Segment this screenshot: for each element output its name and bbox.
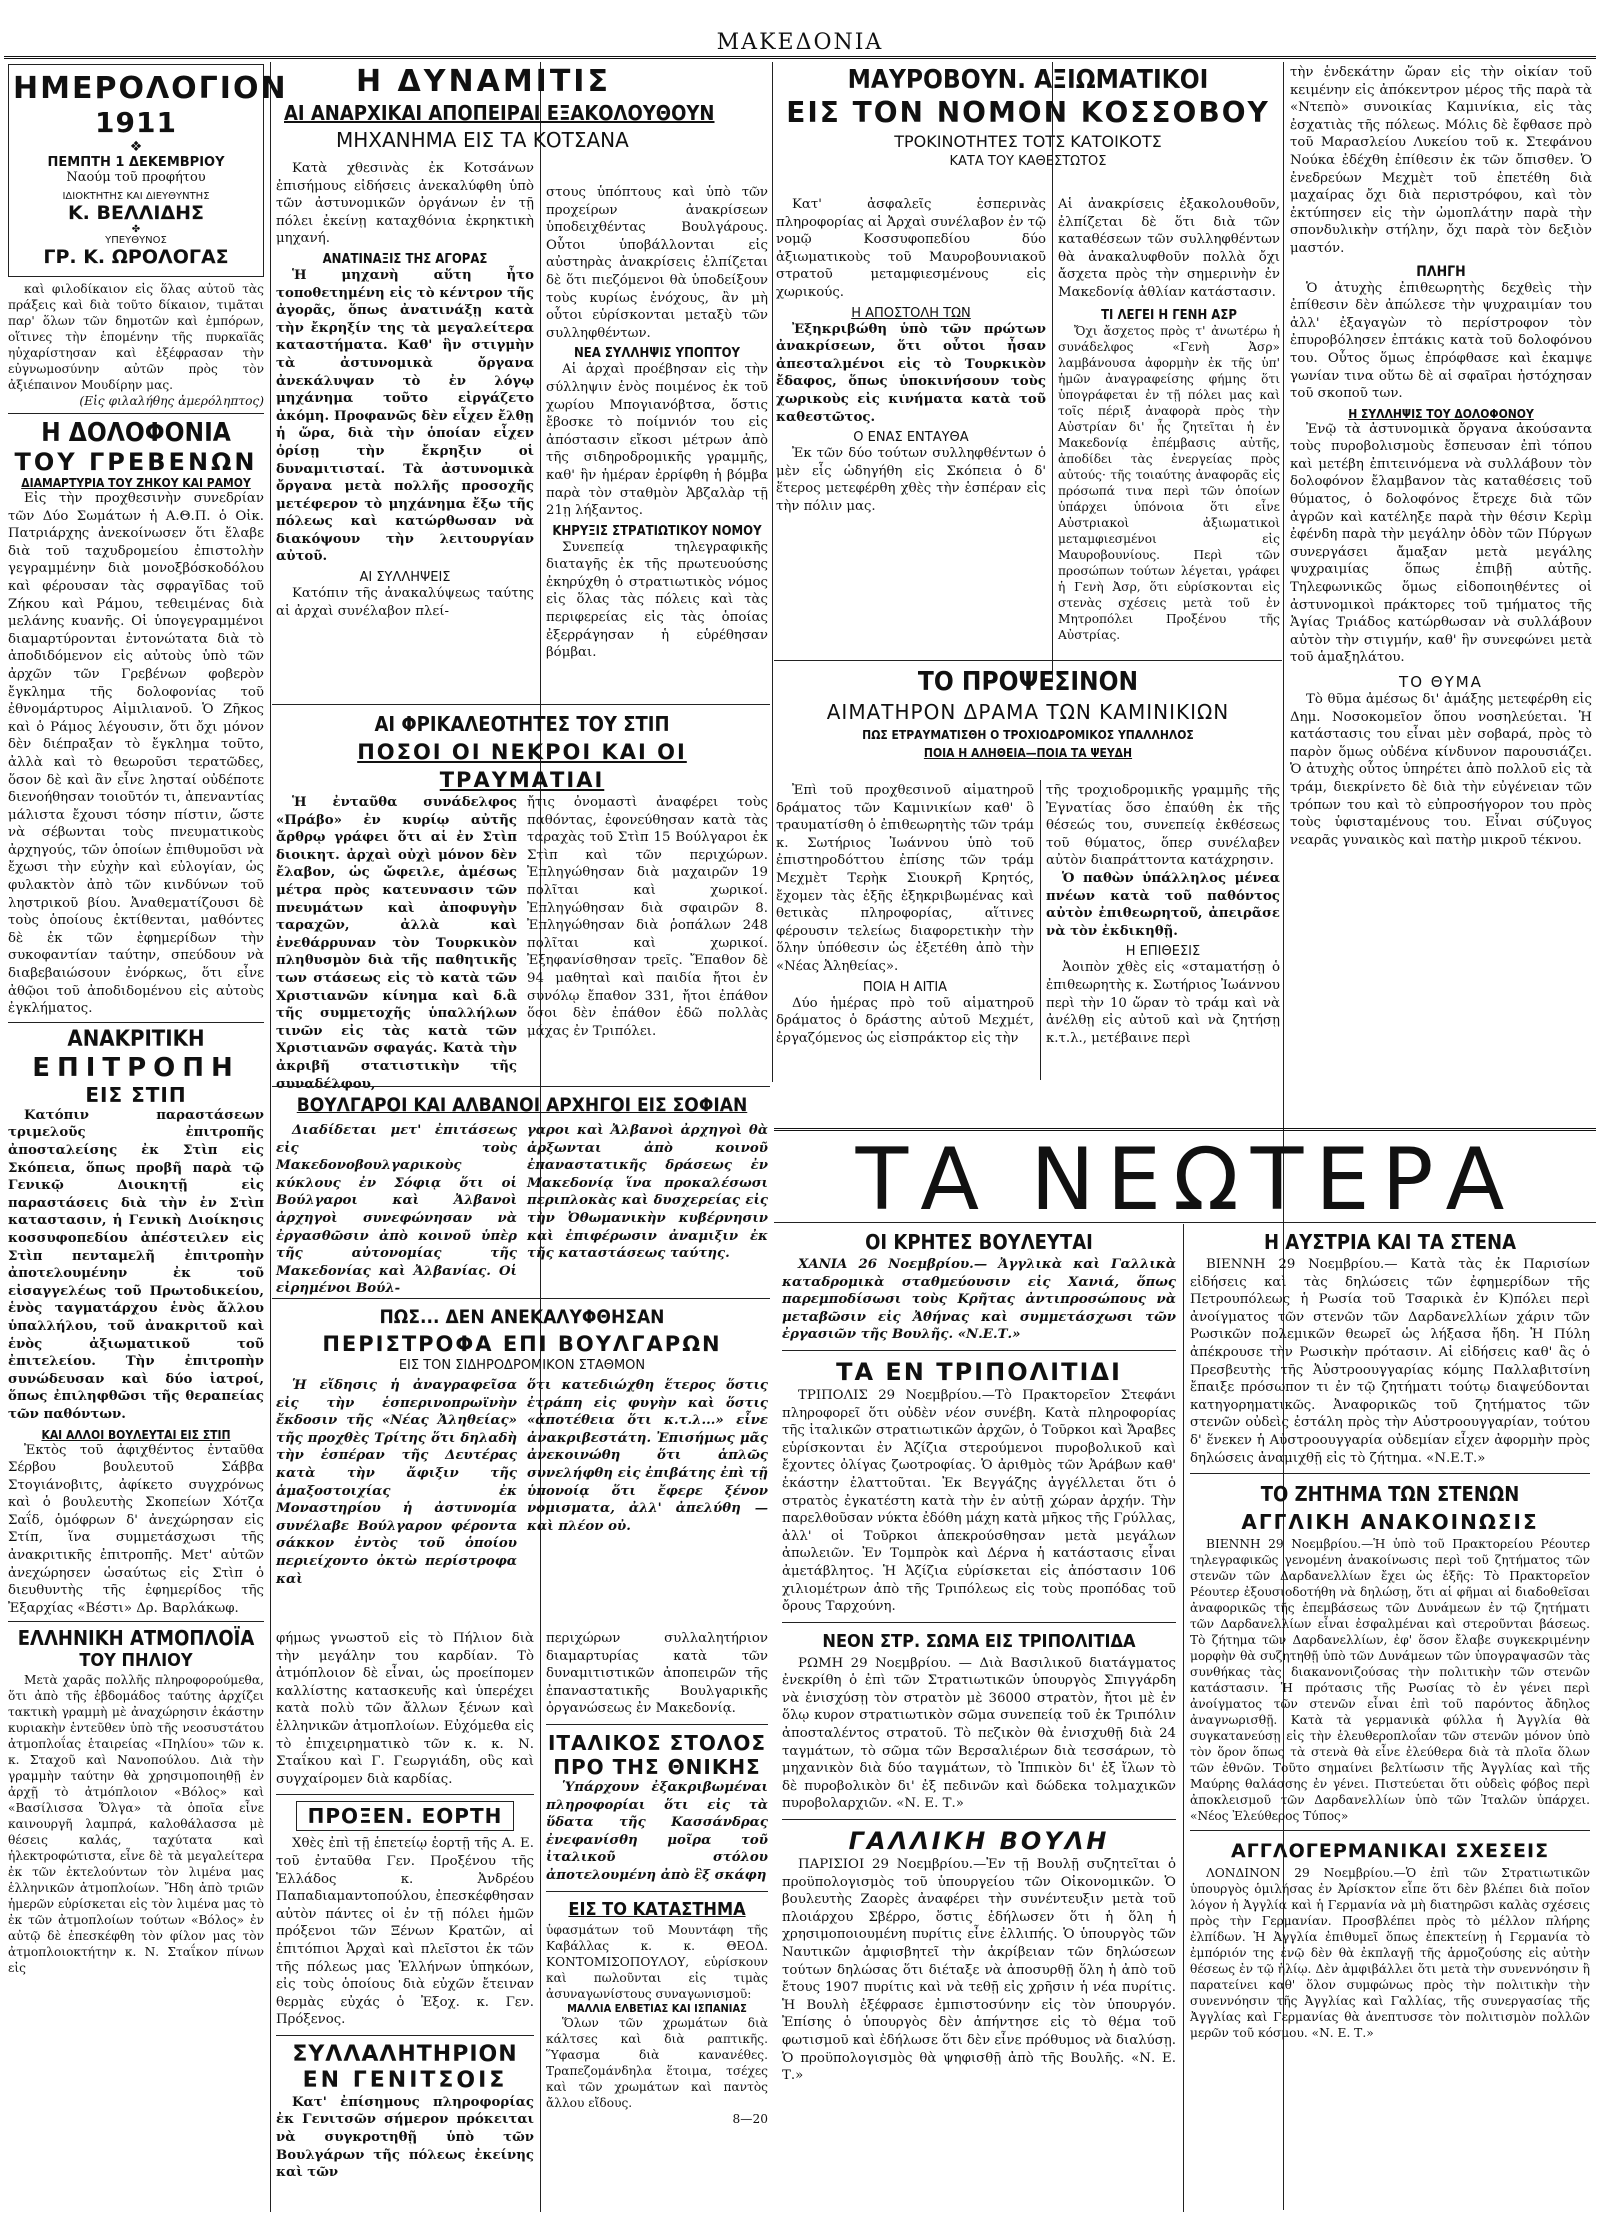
murder-title-2: ΤΟΥ ΓΡΕΒΕΝΩΝ bbox=[14, 448, 258, 476]
victim-grudge-text: Ὁ παθὼν ὑπάλληλος μένεα πνέων κατὰ τοῦ παθόντος αὐτὸν ἐπιθεωρητοῦ, ἀπειρᾶσε νὰ τὸν ἐκδικηθῇ. bbox=[1046, 870, 1280, 939]
revolvers-section bbox=[276, 1304, 768, 1624]
divider bbox=[276, 1794, 534, 1795]
revolvers-text: Ἡ εἴδησις ἡ ἀναγραφεῖσα εἰς τὴν ἑσπερινοπρωϊνὴν ἔκδοσιν τῆς «Νέας Ἀληθείας» τῆς προχθὲς Τρίτης ὅτι δηλαδὴ τὴν ἑσπέραν τῆς Δευτέρας κατὰ τὴν ἄφιξιν τῆς ἁμαξοστοιχίας ἐκ Μοναστηρίου ἡ ἀστυνομία συνέλαβε Βούλγαρον φέροντα σάκκον ἐντὸς τοῦ ὁποίου περιείχοντο ὀκτὼ περίστροφα καὶ bbox=[276, 1378, 517, 1587]
kaminikia-subtitle-2: ΠΟΙΑ Η ΑΛΗΘΕΙΑ—ΠΟΙΑ ΤΑ ΨΕΥΔΗ bbox=[923, 746, 1133, 760]
stip-title: ΑΙ ΦΡΙΚΑΛΕΟΤΗΤΕΣ ΤΟΥ ΣΤΙΠ bbox=[374, 712, 670, 736]
dynamite-header bbox=[276, 64, 786, 154]
column-rule bbox=[772, 62, 773, 1082]
murder-subtitle: ΔΙΑΜΑΡΤΥΡΙΑ ΤΟΥ ΖΗΚΟΥ ΚΑΙ ΡΑΜΟΥ bbox=[21, 476, 251, 490]
divider bbox=[546, 1724, 768, 1725]
crete-title: ΟΙ ΚΡΗΤΕΣ ΒΟΥΛΕΥΤΑΙ bbox=[865, 1230, 1093, 1254]
column-rule bbox=[1040, 780, 1041, 1080]
news-title: ΤΑ ΝΕΩΤΕΡΑ bbox=[855, 1130, 1517, 1230]
intro-text: καὶ φιλοδίκαιον εἰς ὅλας αὐτοῦ τὰς πράξεις καὶ διὰ τοῦτο δίκαιον, τιμᾶται παρ' ὅλων τῶν δημοτῶν καὶ ἐμπόρων, οἵτινες τὴν ἑπομένην τῆς πυρκαϊᾶς ηὐχαρίστησαν καὶ ἐξέφρασαν τὴν εὐγνωμοσύνην αὐτῶν πρὸς τὸν ἀξιέπαινον Μουδίρην μας. bbox=[8, 282, 264, 392]
mission-title: Η ΑΠΟΣΤΟΛΗ ΤΩΝ bbox=[851, 305, 971, 321]
masthead-rule bbox=[4, 56, 1596, 59]
montenegro-title: ΜΑΥΡΟΒΟΥΝ. ΑΞΙΩΜΑΤΙΚΟΙ bbox=[847, 65, 1209, 95]
fleet-title: ΙΤΑΛΙΚΟΣ ΣΤΟΛΟΣ bbox=[547, 1730, 767, 1755]
calendar-year: 1911 bbox=[95, 106, 177, 139]
market-title: ΑΝΑΤΙΝΑΞΙΣ ΤΗΣ ΑΓΟΡΑΣ bbox=[322, 251, 488, 267]
army-title: ΝΕΟΝ ΣΤΡ. ΣΩΜΑ ΕΙΣ ΤΡΙΠΟΛΙΤΙΔΑ bbox=[822, 1630, 1136, 1652]
divider bbox=[1190, 1830, 1590, 1831]
arrests-text: Κατόπιν τῆς ἀνακαλύψεως ταύτης αἱ ἀρχαὶ συνέλαβον πλεί- bbox=[276, 586, 534, 619]
dynamite-text: Κατὰ χθεσινὰς ἐκ Κοτσάνων ἐπισήμους εἰδήσεις ἀνεκαλύφθη ὑπὸ τῶν ἀστυνομικῶν ὀργάνων ἐν τῇ πόλει ἐκείνῃ καταχθόνια ἐκρηκτικὴ μηχανή. bbox=[276, 161, 534, 247]
french-text: ΠΑΡΙΣΙΟΙ 29 Νοεμβρίου.—Ἐν τῇ Βουλῇ συζητεῖται ὁ προϋπολογισμὸς τοῦ ὑπουργείου τῶν Οἰκονομικῶν. Ὁ βουλευτὴς Ζαορὲς ἀναφέρει τὴν συνέντευξιν μετὰ τοῦ πλοιάρχου Σβέρρο, ὅστις ἐδήλωσεν ὅτι ἡ ὅλη ἡ χρησιμοποιουμένη πυρίτις εἶνε ἐλλιπής. Ὁ ὑπουργὸς τῶν Ναυτικῶν ἀμφισβητεῖ τὴν ἀκρίβειαν τῶν δηλώσεων τούτων δηλώσας ὅτι διέταξε νὰ ἀποσυρθῇ ὅλη ἡ ἀπὸ τοῦ ἔτους 1907 πυρίτις καὶ νὰ τεθῇ εἰς χρῆσιν ἡ νέα πυρίτις. Ἡ Βουλὴ ἐξέφρασε ἐμπιστοσύνην εἰς τὸν ὑπουργόν. Ἐπίσης ὁ ὑπουργὸς δὲν ἀπήντησε εἰς τὸ θέμα τοῦ φωτισμοῦ καὶ ἐδήλωσε ὅτι δὲν εἶνε πρόθυμος νὰ διαλύσῃ. Ὁ προϋπολογισμὸς θὰ ψηφισθῇ ἀπὸ τῆς Βουλῆς. «Ν. Ε. Τ.» bbox=[782, 1857, 1176, 2084]
montenegro-text-b: Αἱ ἀνακρίσεις ἐξακολουθοῦν, ἐλπίζεται δὲ ὅτι διὰ τῶν καταθέσεων τῶν συλληφθέντων θὰ ἀνακαλυφθοῦν πολλὰ ὄχι ἄσχετα πρὸς τὴν σημερινὴν ἐν Μακεδονίᾳ ἀθλίαν κατάστασιν. bbox=[1058, 197, 1280, 300]
cause-text: Δύο ἡμέρας πρὸ τοῦ αἱματηροῦ δράματος ὁ δράστης αὐτοῦ Μεχμέτ, ἐργαζόμενος ὡς εἰσπράκτορ εἰς τὴν bbox=[776, 995, 1034, 1046]
atmo-title-2: ΤΟΥ ΠΗΛΙΟΥ bbox=[79, 1650, 193, 1672]
calendar-box bbox=[8, 64, 288, 277]
army-text: ΡΩΜΗ 29 Νοεμβρίου. — Διὰ Βασιλικοῦ διατάγματος ἐνεκρίθη ὁ ἐπὶ τῶν Στρατιωτικῶν ὑπουργὸς Σπιγγάρδη νὰ ἐνισχύσῃ τὸν στρατὸν μὲ 36000 στρατὸν, ἤτοι μὲ ἐν ὅλῳ κυρον στρατιωτικὸν σῶμα συνεπείᾳ τοῦ ἐκ Τριπόλιν ἀποσταλέντος στρατοῦ. Τὸ πεζικὸν θὰ ἐνισχυθῇ διὰ 24 ταγμάτων, τὸ σῶμα τῶν Βερσαλιέρων διὰ τεσσάρων, τὸ μηχανικὸν διὰ δύο ταγμάτων, τὸ Ἱππικὸν δι' ἐξ ἴλων τὸ δὲ πυροβολικὸν δι' ἐξ πεδινῶν καὶ δώδεκα τολμαχικῶν πυροβολαρχιῶν. «Ν. Ε. Τ.» bbox=[782, 1655, 1176, 1812]
atmo-text: Μετὰ χαρᾶς πολλῆς πληροφορούμεθα, ὅτι ἀπὸ τῆς ἑβδομάδος ταύτης ἀρχίζει τακτικὴ γραμμὴ μὲ ἀναχώρησιν ἑκάστην κυριακὴν ἐντεῦθεν ὑπὸ τῆς νεοσυστάτου ἀτμοπλοΐας ἑταιρείας «Πηλίου» τῶν κ. κ. Σταχοῦ καὶ Νανοπούλου. Διὰ τὴν γραμμὴν ταύτην θὰ χρησιμοποιηθῇ ἐν ἀρχῇ τὸ ἀτμόπλοιον «Βόλος» καὶ «Βασίλισσα Ὄλγα» τὰ ὁποῖα εἶνε καινουργῆ λαμπρά, καλοθάλασσα μὲ θέσεις καλάς, ταχύτατα καὶ ἠλεκτροφώτιστα, εἶνε δὲ τὰ μεγαλείτερα ἐκ τῶν ἐκτελούντων τὸν λιμένα μας ἑλληνικῶν ἀτμοπλοίων. Ἤδη ἀπὸ τριῶν ἡμερῶν εὑρίσκεται εἰς τὸν λιμένα μας τὸ ἐκ τῶν ἀτμοπλοίων τούτων «Βόλος» ἐν αὐτῷ δὲ ἐπεσκέφθη τὸν φίλον μας τὸν ἀτμοπλοιοκτήτην κ. Ν. Σταΐκον πίνων εἰς bbox=[8, 1673, 264, 1976]
bulgarian-text: Διαδίδεται μετ' ἐπιτάσεως εἰς τοὺς Μακεδονοβουλγαρικοὺς κύκλους ἐν Σόφιᾳ ὅτι οἱ Βούλγαροι καὶ Ἀλβανοὶ ἀρχηγοὶ συνεφώνησαν νὰ ἐργασθῶσιν ἀπὸ κοινοῦ ὑπὲρ τῆς αὐτονομίας τῆς Μακεδονίας καὶ Ἀλβανίας. Οἱ εἰρημένοι Βούλ- bbox=[276, 1123, 517, 1297]
montenegro-subtitle: ΤΡΟΚΙΝΟΤΗΤΕΣ ΤΟΤΣ ΚΑΤΟΙΚΟΤΣ bbox=[894, 132, 1162, 151]
calendar-title: ΗΜΕΡΟΛΟΓΙΟΝ bbox=[13, 71, 288, 106]
divider bbox=[8, 1621, 264, 1622]
divider bbox=[774, 660, 1282, 661]
stip-text: Ἡ ἐνταῦθα συνάδελφος «Πράβο» ἐν κυρίῳ αὐτῆς ἄρθρῳ γράφει ὅτι αἱ ἐν Στὶπ διοικητ. ἀρχαὶ οὐχὶ μόνον δὲν ἔλαβον, ὡς ὤφειλε, ἀμέσως μέτρα πρὸς κατευνασιν τῶν πνευμάτων καὶ ἀποφυγὴν ταραχῶν, ἀλλὰ καὶ ἐνεθάρρυναν τὸν Τουρκικὸν πληθυσμὸν διὰ τῆς παθητικῆς των στάσεως εἰς τὸ κατὰ τῶν Χριστιανῶν κίνημα καὶ δ.ἃ τῆς συμμετοχῆς ὑπαλλήλων τινῶν εἰς τὰς κατὰ τῶν Χριστιανῶν σφαγάς. Κατὰ τὴν ἀκριβῆ στατιστικὴν τῆς συναδέλφου, bbox=[276, 795, 517, 1092]
rally-text: Κατ' ἐπίσημους πληροφορίας ἐκ Γενιτσῶν σήμερον πρόκειται νὰ συγκροτηθῇ ὑπὸ τῶν Βουλγάρων τῆς πόλεως ἐκείνης καὶ τῶν bbox=[276, 2094, 534, 2181]
news-left-column bbox=[782, 1228, 1176, 2212]
column-4-mid bbox=[776, 782, 1034, 1072]
attack-title: Η ΕΠΙΘΕΣΙΣ bbox=[1125, 944, 1201, 960]
ornament: ❖ bbox=[129, 139, 143, 155]
revolvers-columns bbox=[276, 1377, 768, 1588]
store-text-2: Ὅλων τῶν χρωμάτων διὰ κάλτσες καὶ διὰ ραπτικῆς. Ὕφασμα διὰ κανανέθες. Τραπεζομάνδηλα ἕτοιμα, τσέχες καὶ τῶν χρωμάτων καὶ παντὸς ἄλλου εἴδους. bbox=[546, 2015, 768, 2110]
dynamite-title: Η ΔΥΝΑΜΙΤΙΣ bbox=[356, 64, 611, 99]
committee-text: Κατόπιν παραστάσεων τριμελοῦς ἐπιτροπῆς ἀποσταλείσης ἐκ Στὶπ εἰς Σκόπεια, ὅπως προβῆ παρὰ τῷ Γενικῷ Διοικητῇ εἰς παραστάσεις διὰ τὴν ἐν Στὶπ καταστασιν, ἡ Γενικὴ Διοίκησις κοσσυφοπεδίου ἀπέστειλεν εἰς Στὶπ πενταμελῆ ἐπιτροπὴν ἀποτελουμένην ἐκ τοῦ εἰσαγγελέως τοῦ Πρωτοδικείου, ἑνὸς ταγματάρχου ἑνὸς ἄλλου ὑπαλλήλου, τοῦ ἀνακριτοῦ καὶ ἑνὸς ἀξιωματικοῦ τοῦ ἐπιτελείου. Τὴν ἐπιτροπὴν συνώδευσαν καὶ δύο ἰατροί, ὅπως ἐπιληφθῶσι τῆς θεραπείας τῶν παθόντων. bbox=[8, 1107, 264, 1422]
column-3-bottom bbox=[546, 1630, 768, 2212]
column-rule bbox=[270, 62, 271, 2212]
consul-text: Χθὲς ἐπὶ τῇ ἑπετείῳ ἑορτῇ τῆς Α. Ε. τοῦ ἐνταῦθα Γεν. Προξένου τῆς Ἑλλάδος κ. Ἀνδρέου Παπαδιαμαντοπούλου, ἐπεσκέφθησαν αὐτὸν πάντες οἱ ἐν τῇ πόλει ἡμῶν πρόξενοι τῶν Ξένων Κρατῶν, αἱ ἐπιτόπιοι Ἀρχαὶ καὶ πλεῖστοι ἐκ τῶν τῆς πόλεως μας Ἑλλήνων ὑπηκόων, εἰς τοὺς ὁποίους διὰ εὐχῶν ἔτειναν θερμὰς εὐχάς ὁ Ἐξοχ. κ. Γεν. Πρόξενος. bbox=[276, 1836, 534, 2028]
column-5-mid bbox=[1046, 782, 1280, 1072]
bulgarian-title: ΒΟΥΛΓΑΡΟΙ ΚΑΙ ΑΛΒΑΝΟΙ ΑΡΧΗΓΟΙ ΕΙΣ ΣΟΦΙΑΝ bbox=[296, 1094, 748, 1116]
murder-text: Εἰς τὴν προχθεσινὴν συνεδρίαν τῶν Δύο Σωμάτων ἡ Α.Θ.Π. ὁ Οἰκ. Πατριάρχης ἀνεκοίνωσεν ὅτι ἔλαβε διὰ τοῦ ταχυδρομείου ἐπιστολὴν γεγραμμένην διὰ μονοξβόσκοδόλου καὶ φέρουσαν τὰς σφραγῖδας τοῦ Ζήκου καὶ Ράμου, τεθειμένας διὰ μελάνης κυανῆς. Οἱ ὑπογεγραμμένοι διαμαρτύρονται ἐντονώτατα διὰ τὸ ἀποδιδόμενον εἰς αὐτοὺς ὑπὸ τῶν ἀρχῶν τῶν Γρεβένων φοβερὸν ἔγκλημα τῆς δολοφονίας τοῦ ἐθνομάρτυρος Αἰμιλιανοῦ. Ὁ Ζῆκος καὶ ὁ Ράμος λέγουσιν, ὅτι ὄχι μόνον δὲν διέπραξαν τὸ ἔγκλημα τοῦτο, ἀλλὰ καὶ τὸ θεωροῦσι τερατῶδες, ὅσον δὲ καὶ ἂν εἶνε λησταί οὐδέποτε διενοήθησαν τοιοῦτόν τι, ἀπεναντίας μάλιστα ἔχουσι τόσην πίστιν, ὥστε νὰ σέβωνται τοὺς πνευματικοὺς ἀρχηγούς, τῶν ὁποίων ἐπιθυμοῦσι νὰ ἔχωσι τὴν εὐχὴν καὶ εὐλογίαν, ὡς φυλακτὸν ἀπὸ τῶν κινδύνων τοῦ ληστρικοῦ βίου. Ἀναθεματίζουσι δὲ τοὺς ὁποίους ἐκτίθενται, μαθόντες δὲ ἐκ τῶν ἐφημερίδων τὴν συκοφαντίαν ταύτην, σπεύδουν νὰ διαβεβαιώσουν ἐνόρκως, ὅτι εἶνε ἀθῷοι τοῦ ἀποδιδομένου εἰς αὐτοὺς ἐγκλήματος. bbox=[8, 491, 264, 1017]
consul-title: ΠΡΟΞΕΝ. ΕΟΡΤΗ bbox=[296, 1801, 514, 1831]
masthead bbox=[0, 0, 1600, 58]
column-6-top bbox=[1290, 64, 1592, 1124]
owner-name: Κ. ΒΕΛΛΙΔΗΣ bbox=[67, 202, 205, 224]
austria-text: ΒΙΕΝΝΗ 29 Νοεμβρίου.— Κατὰ τὰς ἐκ Παρισίων εἰδήσεις καὶ τὰς δηλώσεις τῶν ἐφημερίδων τῆς Πετρουπόλεως ἡ Ρωσία τοῦ Τσαρικὰ ἐν Κ)πόλει περὶ ἀνοίγματος τῶν στενῶν τῶν Δαρδανελλίων χάριν τῶν Ρωσικῶν πολεμικῶν θεωρεῖ ὡς λήξασα ἤδη. Ἡ Πύλη ἀπέκρουσε τὴν Ρωσικὴν πρότασιν. Αἱ εἰδήσεις καθ' ἃς ὁ Πρεσβευτὴς τῆς Ἀὐστροουγγαρίας κόμης Παλλαβιτσίνη ἔπαιξε πρόσωπον τι ἐν τῷ ζητήματι τούτῳ διαψεύδονται κατηγορηματικῶς. Ἀναφορικῶς τοῦ ζητήματος τῶν στενῶν οὐδεὶς ἐστάλη πρὸς τὴν Αὐστροουγγαρίαν, τούτου δ' ἕνεκεν ἡ Αὐστροουγγαρία οὐδεμίαν εἶχεν ἀφορμὴν πρὸς δηλώσεις ἀναμιχθῇ εἰς τὸ ζήτημα. «Ν.Ε.Τ.» bbox=[1190, 1257, 1590, 1466]
newspaper-name: ΜΑΚΕΔΟΝΙΑ bbox=[716, 30, 884, 55]
martial-title: ΚΗΡΥΞΙΣ ΣΤΡΑΤΙΩΤΙΚΟΥ ΝΟΜΟΥ bbox=[552, 523, 762, 539]
column-1 bbox=[8, 64, 288, 2212]
entrust-title: Ο ΕΝΑΣ ΕΝΤΑΥΘΑ bbox=[853, 430, 969, 446]
continued-text: τὴν ἑνδεκάτην ὥραν εἰς τὴν οἰκίαν τοῦ κειμένην εἰς ἀπόκεντρον μέρος τῆς παρὰ τὰ «Ντεπὸ» συνοικίας Καμινίκια, εἰς τὰς ἐσχατιὰς τῆς πόλεως. Μόλις δὲ ἔφθασε πρὸ τοῦ Μαρασλείου Λυκείου τοῦ κ. Στεφάνου Νούκα ἐδέχθη ἐπίθεσιν ἐκ τῶν ὄπισθεν. Ὁ ἐνεδρεύων Μεχμὲτ τοῦ ἐπετέθη διὰ μαχαίρας ὄχι διὰ περιστρόφου, καὶ τὸν ἐκτύπησεν εἰς τὴν ὠμοπλάτην παρὰ τὴν σπονδυλικὴν στήλην, ὄχι παρὰ τὸν δεξιὸν μαστόν. bbox=[1290, 65, 1592, 256]
montenegro-text: Κατ' ἀσφαλεῖς ἑσπερινὰς πληροφορίας αἱ Ἀρχαὶ συνέλαβον ἐν τῷ νομῷ Κοσσυφοπεδίου δύο ἀξιωματικοὺς τοῦ Μαυροβουνιακοῦ στρατοῦ μεταμφιεσμένους εἰς χωρικούς. bbox=[776, 197, 1046, 300]
kaminikia-text-b: τῆς τροχιοδρομικῆς γραμμῆς τῆς Ἐγνατίας ὅσο ἐπαύθη ἐκ τῆς θέσεώς του, συνεπείᾳ ἐκθέσεως τοῦ θύματος, ὅπερ συνέλαβεν αὐτὸν διαπράττοντα κατάχρησιν. bbox=[1046, 783, 1280, 869]
montenegro-title-2: ΕΙΣ ΤΟΝ ΝΟΜΟΝ ΚΟΣΣΟΒΟΥ bbox=[786, 96, 1270, 129]
wound-text: Ὁ ἀτυχὴς ἐπιθεωρητὴς δεχθεὶς τὴν ἐπίθεσιν δὲν ἀπώλεσε τὴν ψυχραιμίαν του ἀλλ' ἐξαγαγὼν τὸ περίστροφον τὸν ἐπυροβόλησεν ἐπτάκις κατὰ τοῦ δολοφόνου του. Οὗτος ὅμως ἐπρόφθασε καὶ ἐκαμψε γωνίαν τινα οὕτω δὲ αἱ σφαῖραι ἠστόχησαν τοῦ σκοποῦ των. bbox=[1290, 280, 1592, 402]
arrest-title: Η ΣΥΛΛΗΨΙΣ ΤΟΥ ΔΟΛΟΦΟΝΟΥ bbox=[1348, 406, 1534, 421]
divider bbox=[272, 1298, 770, 1299]
dynamite-text-b: στους ὑπόπτους καὶ ὑπὸ τῶν προχείρων ἀνακρίσεων ὑποδειχθέντας Βουλγάρους. Οὗτοι ὑποβάλλονται εἰς αὐστηρὰς ἀνακρίσεις ἐλπίζεται δὲ ὅτι πιεζόμενοι θὰ ὑποδείξουν τοὺς κυρίως ἐνόχους, ἂν μὴ οὗτοι εὑρίσκονται μεταξὺ τῶν συλληφθέντων. bbox=[546, 185, 768, 341]
dynamite-subtitle-2: ΜΗΧΑΝΗΜΑ ΕΙΣ ΤΑ ΚΟΤΣΑΝΑ bbox=[336, 128, 629, 152]
anglo-title: ΑΓΓΛΟΓΕΡΜΑΝΙΚΑΙ ΣΧΕΣΕΙΣ bbox=[1230, 1840, 1550, 1863]
bulgarian-text-b: γαροι καὶ Ἀλβανοὶ ἀρχηγοὶ θὰ ἀρξωνται ἀπὸ κοινοῦ ἐπαναστατικῆς δράσεως ἐν Μακεδονίᾳ ἵνα προκαλέσωσι περιπλοκὰς καὶ δυσχερείας εἰς τὴν Ὀθωμανικὴν κυβέρνησιν καὶ ἐπιφέρωσιν ἀναμιξιν ἐκ τῆς καταστάσεως ταύτης. bbox=[527, 1123, 768, 1262]
committee-title-3: ΕΙΣ ΣΤΙΠ bbox=[85, 1082, 187, 1107]
stip-text-b: ἤτις ὀνομαστὶ ἀναφέρει τοὺς παθόντας, ἐφονεύθησαν κατὰ τὰς ταραχὰς τοῦ Στὶπ 15 Βούλγαροι ἐκ Στὶπ καὶ τῶν περιχώρων. Ἐπληγώθησαν διὰ μαχαιρῶν 19 πολῖται καὶ χωρικοί. Ἐπληγώθησαν διὰ σφαιρῶν 8. Ἐπληγώθησαν διὰ ῥοπάλων 248 πολῖται καὶ χωρικοί. Ἐξηφανίσθησαν τρεῖς. Ἔπαθον δὲ 94 μαθηταὶ καὶ παιδία ἤτοι ἐν συνόλῳ ἔπαθον 331, ἤτοι ἐπάθον ὅσοι δὲν ἐπάθον ἐδῶ πολλὰς μάχας ἐν Τριπόλει. bbox=[527, 795, 768, 1039]
murder-title: Η ΔΟΛΟΦΟΝΙΑ bbox=[41, 418, 231, 448]
crete-text: ΧΑΝΙΑ 26 Νοεμβρίου.— Ἀγγλικὰ καὶ Γαλλικὰ καταδρομικὰ σταθμεύουσιν εἰς Χανιά, ὅπως παρεμποδίσωσι τοὺς Κρῆτας ἀντιπροσώπους νὰ μεταβῶσιν εἰς Ἀθήνας καὶ συμμετάσχωσι τῶν ἐργασιῶν τῆς Βουλῆς. «Ν.Ε.Τ.» bbox=[782, 1257, 1176, 1343]
news-banner bbox=[776, 1130, 1596, 1230]
bulgarian-section bbox=[276, 1092, 768, 1302]
austria-title: Η ΑΥΣΤΡΙΑ ΚΑΙ ΤΑ ΣΤΕΝΑ bbox=[1263, 1230, 1517, 1254]
market-text: Ἡ μηχανὴ αὕτη ἦτο τοποθετημένη εἰς τὸ κέντρον τῆς ἀγορᾶς, ὅπως ἀνατινάξῃ κατὰ τὴν ἔκρηξίν της τὰ μεγαλείτερα καταστήματα. Καθ' ἣν στιγμὴν τὰ ἀστυνομικὰ ὄργανα ἀνεκάλυψαν τὸ ἐν λόγῳ μηχάνημα τοῦτο εἰργάζετο ἀκόμη. Προφανῶς δὲν εἶχεν ἔλθῃ ἡ ὥρα, διὰ τὴν ὁποίαν εἶχεν ὁρίσῃ τὴν ἔκρηξιν οἱ δυναμιτισταί. Τὰ ἀστυνομικὰ ὄργανα μετὰ πολλῆς προσοχῆς μετέφερον τὸ μηχάνημα ἔξω τῆς πόλεως καὶ κατώρθωσαν νὰ διακόψουν τὴν λειτουργίαν αὐτοῦ. bbox=[276, 267, 534, 565]
column-2-bottom bbox=[276, 1630, 534, 2212]
stip-subtitle: ΠΟΣΟΙ ΟΙ ΝΕΚΡΟΙ ΚΑΙ ΟΙ ΤΡΑΥΜΑΤΙΑΙ bbox=[357, 740, 687, 792]
divider bbox=[782, 1622, 1176, 1623]
straits-subtitle: ΑΓΓΛΙΚΗ ΑΝΑΚΟΙΝΩΣΙΣ bbox=[1241, 1510, 1539, 1535]
kaminikia-title-2: ΑΙΜΑΤΗΡΟΝ ΔΡΑΜΑ ΤΩΝ ΚΑΜΙΝΙΚΙΩΝ bbox=[826, 700, 1230, 724]
straits-title: ΤΟ ΖΗΤΗΜΑ ΤΩΝ ΣΤΕΝΩΝ bbox=[1260, 1482, 1520, 1507]
divider bbox=[782, 1350, 1176, 1351]
genh-text: Ὄχι ἄσχετος πρὸς τ' ἀνωτέρω ἡ συνάδελφος «Γενὴ Ἀσρ» λαμβάνουσα ἀφορμὴν ἐκ τῆς ὑπ' ἡμῶν ἀναγραφείσης φήμης ὅτι ὑπογράφεται ἐν τῇ πόλει μας καὶ τοῖς πέριξ ἀναφορὰ πρὸς τὴν Αὐστρίαν δι' ἧς ζητεῖται ἡ ἐν Μακεδονίᾳ ἐπέμβασις αὐτῆς, ἀποδίδει τὰς ἐνεργείας πρὸς αὐτούς· τῆς τοιαύτης ἀναφορᾶς εἰς πρόσωπά τινα περὶ τῶν ὁποίων ὑπάρχει ὑπόνοια ὅτι εἶνε Αὐστριακοὶ ἀξιωματικοὶ μεταμφιεσμένοι εἰς Μαυροβουνίους. Περὶ τῶν προσώπων τούτων λέγεται, γράφει ἡ Γενὴ Ἀσρ, ὅτι εὑρίσκονται εἰς στενὰς σχέσεις μετὰ τοῦ ἐν Μητροπόλει Προξένου τῆς Αὐστρίας. bbox=[1058, 323, 1280, 642]
tripoli-title: ΤΑ ΕΝ ΤΡΙΠΟΛΙΤΙΔΙ bbox=[836, 1357, 1122, 1386]
entrust-text: Ἐκ τῶν δύο τούτων συλληφθέντων ὁ μὲν εἷς ὡδηγήθη εἰς Σκόπεια ὁ δ' ἕτερος μετεφέρθη χθὲς τὴν ἑσπέραν εἰς τὴν πόλιν μας. bbox=[776, 446, 1046, 514]
stip-section bbox=[276, 710, 768, 1092]
kaminikia-title: ΤΟ ΠΡΟΨΕΣΙΝΟΝ bbox=[917, 667, 1139, 697]
stip-columns bbox=[276, 794, 768, 1093]
deputies-text: Ἐκτὸς τοῦ ἀφιχθέντος ἐνταῦθα Σέρβου βουλευτοῦ Σάββα Στογιάνοβιτς, ἀφίκετο συγχρόνως καὶ ὁ βουλευτὴς Σκοπείων Χότζα Σαΐδ, ὁμόφρων δ' ἀνεχώρησαν εἰς Στίπ, ἵνα συμμετάσχωσι τῆς ἀνακριτικῆς ἐπιτροπῆς. Μετ' αὐτῶν ἀνεχώρησεν ὡσαύτως εἰς Στὶπ ὁ διευθυντὴς τῆς ἐφημερίδος τῆς Ἐξαρχίας «Βέστι» Δρ. Βαρλάκωφ. bbox=[8, 1442, 264, 1616]
revolvers-title: ΠΩΣ... ΔΕΝ ΑΝΕΚΑΛΥΦΘΗΣΑΝ bbox=[379, 1306, 665, 1328]
kaminikia-subtitle: ΠΩΣ ΕΤΡΑΥΜΑΤΙΣΘΗ Ο ΤΡΟΧΙΟΔΡΟΜΙΚΟΣ ΥΠΑΛΛΗΛΟΣ bbox=[862, 728, 1194, 742]
ornament: ✤ bbox=[131, 224, 141, 235]
atmo-title: ΕΛΛΗΝΙΚΗ ΑΤΜΟΠΛΟΪΑ bbox=[17, 1626, 255, 1651]
divider bbox=[774, 1222, 1596, 1223]
column-5-top bbox=[1058, 196, 1280, 666]
revolvers-subtitle-2: ΕΙΣ ΤΟΝ ΣΙΔΗΡΟΔΡΟΜΙΚΟΝ ΣΤΑΘΜΟΝ bbox=[398, 1358, 646, 1373]
kaminikia-text: Ἐπὶ τοῦ προχθεσινοῦ αἱματηροῦ δράματος τῶν Καμινικίων καθ' ὃ τραυματίσθη ὁ ἐπιθεωρητὴς τῶν τράμ κ. Σωτήριος Ἰωάννου ὑπὸ τοῦ ἐπιστηροδόττου ἐπίσης τῶν τράμ Μεχμὲτ Τερὴκ Σιουκρῆ Κρητός, ἔχομεν τὰς ἑξῆς ἐξηκριβωμένας καὶ θετικὰς πληροφορίας, αἵτινες φέρουσιν τελείως διαφορετικὴν τὴν ὅλην ὑπόθεσιν ὡς ἐξετέθη ἀπὸ τὴν «Νέας Ἀληθείας». bbox=[776, 783, 1034, 974]
divider bbox=[272, 1086, 770, 1087]
rally-title: ΣΥΛΛΑΛΗΤΗΡΙΟΝ bbox=[292, 2041, 518, 2067]
editor-label: ΥΠΕΥΘΥΝΟΣ bbox=[105, 235, 167, 246]
straits-text: ΒΙΕΝΝΗ 29 Νοεμβρίου.—Ἡ ὑπὸ τοῦ Πρακτορείου Ρέουτερ τηλεγραφικῶς γενομένη ἀνακοίνωσις περὶ τοῦ ζητήματος τῶν στενῶν τῶν Δαρδανελλίων ἔχει ὡς ἑξῆς: Τὸ Πρακτορεῖον Ρέουτερ ἐξουσιοδοτήθη νὰ δηλώσῃ, ὅτι αἱ φῆμαι αἱ διαδοθεῖσαι ἀναφορικῶς τῆς ἐπεμβάσεως τῶν Δυνάμεων ἐν τῷ ζητήματι τῶν Δαρδανελλίων εἶναι ἐσφαλμέναι καὶ στεροῦνται βάσεως. Τὸ ζήτημα τῶν Δαρδανελλίων, ἐφ' ὅσον ἔλαβε συγκεκριμένην μορφὴν θὰ συζητηθῇ ὑπὸ τῶν Δυνάμεων τῶν ὑπογραψασῶν τὰς συνθήκας τὰς διακανονιζούσας τὴν πολιτικὴν τῶν στενῶν κατάστασιν. Ἡ πρότασις τῆς Ρωσίας τὸ ἐν γένει περὶ ἀνοίγματος τῶν στενῶν εἶναι ἐπὶ τοῦ παρόντος ἄδηλος ἀναγνωρισθῇ. Κατὰ τὰ γερμανικὰ φύλλα ἡ Ἀγγλία θὰ συγκατανεύσῃ εἰς τὴν ἐλευθεροπλοΐαν τῶν στενῶν μόνον ὑπὸ τὸν ὅρον ὅπως τὰ στενὰ θὰ εἶνε ἐλεύθερα διὰ τὰ πλοῖα ὅλων τῶν ἐθνῶν. Τοῦτο σημαίνει βελτίωσιν τῆς Ἀγγλίας καὶ τῆς Μαύρης θαλάσσης ἐν γένει. Πιστεύεται ὅτι οὐδεὶς φόβος περὶ ἀποκλεισμοῦ τῶν Δαρδανελλίων ὑπὸ τῶν Ἰταλῶν ὑπάρχει. «Νέος Ἐλεύθερος Τύπος» bbox=[1190, 1537, 1590, 1824]
owner-label: ΙΔΙΟΚΤΗΤΗΣ ΚΑΙ ΔΙΕΥΘΥΝΤΗΣ bbox=[62, 191, 210, 202]
arrests-title: ΑΙ ΣΥΛΛΗΨΕΙΣ bbox=[359, 570, 451, 586]
divider bbox=[8, 1022, 264, 1023]
martial-text: Συνεπείᾳ τηλεγραφικῆς διαταγῆς ἐκ τῆς πρωτευούσης ἐκηρύχθη ὁ στρατιωτικὸς νόμος εἰς ὅλας τὰς πόλεις καὶ τὰς περιφερείας εἰς τὰς ὁποίας ἐξερράγησαν ἡ εὑρέθησαν βόμβαι. bbox=[546, 539, 768, 661]
divider bbox=[546, 1891, 768, 1892]
victim-title: ΤΟ ΘΥΜΑ bbox=[1399, 673, 1483, 691]
intro-signature: (Εἰς φιλαλήθης ἀμερόληπτος) bbox=[79, 394, 264, 408]
divider bbox=[276, 2035, 534, 2036]
store-subtitle: ΜΑΛΛΙΑ ΕΛΒΕΤΙΑΣ ΚΑΙ ΙΣΠΑΝΙΑΣ bbox=[567, 2001, 747, 2015]
committee-title-2: ΕΠΙΤΡΟΠΗ bbox=[32, 1052, 240, 1083]
store-number: 8—20 bbox=[732, 2111, 768, 2126]
divider bbox=[8, 413, 264, 414]
montenegro-header bbox=[776, 64, 1280, 174]
victim-text: Τὸ θῦμα ἀμέσως δι' ἁμάξης μετεφέρθη εἰς Δημ. Νοσοκομεῖον ὅπου νοσηλεύεται. Ἡ κατάστασις του εἶναι μὲν σοβαρά, πρὸς τὸ παρὸν ὅμως οὐδένα κίνδυνον παρουσιάζει. Ὁ ἀτυχὴς οὗτος ὑπηρέτει ἀπὸ πολλοῦ εἰς τὰ τράμ, διεκρίνετο δὲ διὰ τὴν εὐγένειαν τῶν τρόπων του καὶ τὸ εὐπροσήγορον του πρὸς τοὺς ὑφισταμένους του. Εἶναι σύζυγος νεαρᾶς γυναικὸς καὶ πατὴρ μικροῦ τέκνου. bbox=[1290, 692, 1592, 848]
column-4-top bbox=[776, 196, 1046, 666]
tripoli-text: ΤΡΙΠΟΛΙΣ 29 Νοεμβρίου.—Τὸ Πρακτορεῖον Στεφάνι πληροφορεῖ ὅτι οὐδὲν νέον συνέβη. Κατὰ πληροφορίας τῆς ἰταλικῶν στρατιωτικῶν ἀρχῶν, ὁ Τοῦρκοι καὶ Ἄραβες εὑρίσκονται ἐν Ἀζίζια στερούμενοι πυροβολικοῦ καὶ ἔχοντες ὀλίγας ζωοτροφίας. Ὁ ἀριθμὸς τῶν Ἀράβων καθ' ἑκάστην ἐλαττοῦται. Ἐκ Βεγγάζης ἀγγέλλεται ὅτι ὁ στρατὸς ἐγκατέστη κατὰ τὴν ἐν αὐτῇ χώραν ἀρχήν. Τὴν παρελθοῦσαν νύκτα ἐδόθη μάχη κατὰ μῆκος τῆς Γρύλλας, ἀλλ' οἱ Τοῦρκοι ἀπεκρούσθησαν μετὰ μεγάλων ἀπωλειῶν. Ἐν Τομπρὸκ καὶ Δέρνα ἡ κατάστασις εἶναι ἀμετάβλητος. Ἡ Ἀζίζια εὑρίσκεται εἰς ἀπόστασιν 106 χιλιομέτρων ἀπὸ τῆς Τριπόλεως εἰς τοὺς προπόδας τοῦ ὄρους Ταρχούνη. bbox=[782, 1387, 1176, 1615]
committee-title: ΑΝΑΚΡΙΤΙΚΗ bbox=[67, 1026, 205, 1052]
festival-text: φήμως γνωστοῦ εἰς τὸ Πήλιον διὰ τὴν μεγάλην του καρδίαν. Τὸ ἀτμόπλοιον δὲ εἶναι, ὡς προείπομεν καλλίστης κατασκευῆς καὶ ὑπερέχει κατὰ πολὺ τῶν ἄλλων ξένων καὶ ἑλληνικῶν ἀτμοπλοίων. Εὐχόμεθα εἰς τὸ ἐπιχειρηματικὸ τῶν κ. κ. Ν. Σταΐκου καὶ Γ. Γεωργιάδη, οὓς καὶ συγχαίρομεν διὰ καρδίας. bbox=[276, 1631, 534, 1787]
suspect-text: Αἱ ἀρχαὶ προέβησαν εἰς τὴν σύλληψιν ἑνὸς ποιμένος ἐκ τοῦ χωρίου Μπογιανόβτσα, ὅστις ἔβοσκε τὸ ποίμνιόν του εἰς ἀπόστασιν εἴκοσι μέτρων ἀπὸ τῆς σιδηροδρομικῆς γραμμῆς, καθ' ἣν ἡμέραν ἐρρίφθη ἡ βόμβα παρὰ τὸν σταθμὸν Ἀβζαλὰρ τῇ 21ῃ λήξαντος. bbox=[546, 362, 768, 519]
kaminikia-header bbox=[776, 666, 1280, 778]
divider bbox=[1190, 1473, 1590, 1474]
anglo-text: ΛΟΝΔΙΝΟΝ 29 Νοεμβρίου.—Ὁ ἐπὶ τῶν Στρατιωτικῶν ὑπουργὸς ὁμιλήσας ἐν Ἀρίσκτον εἶπε ὅτι δὲν βλέπει διὰ ποῖον λόγον ἡ Ἀγγλία καὶ ἡ Γερμανία νὰ μὴ διατηρῶσι καλὰς σχέσεις πρὸς τὴν Γερμανίαν. Προσβλέπει πρὸς τὸ μέλλον πλήρης ἐλπίδων. Ἡ Ἀγγλία ἐπιθυμεῖ ὅπως ἐπεκτείνῃ ἡ Γερμανία τὸ ἐμπόριόν της ἐνῷ δὲν θὰ ἐκπλαγῇ τῆς ἁρμοζούσης εἰς αὐτὴν θέσεως ἐν τῷ ἡλίῳ. Δὲν ἀμφιβάλλει ὅτι μετὰ τὴν συνεννόησιν ἢ παρατείνει καθ' ὅλον συμφώνως πρὸς τὴν πολιτικὴν τὴν συνεννόησιν τῆς Ἀγγλίας καὶ Γαλλίας, τῆς συνεργασίας τῆς Ἀγγλίας καὶ Γερμανίας θὰ ἀνεπτυσσε τὸν πολιτισμὸν πολλῶν μερῶν τοῦ κόσμου. «Ν. Ε. Τ.» bbox=[1190, 1866, 1590, 2041]
fleet-text: Ὑπάρχουν ἐξακριβωμέναι πληροφορίαι ὅτι εἰς τὰ ὕδατα τῆς Κασσάνδρας ἐνεφανίσθη μοῖρα τοῦ ἰταλικοῦ στόλου ἀποτελουμένη ἀπὸ ἓξ σκάφη bbox=[546, 1779, 768, 1883]
cause-title: ΠΟΙΑ Η ΑΙΤΙΑ bbox=[862, 979, 948, 995]
bulgarian-columns bbox=[276, 1122, 768, 1298]
fleet-title-2: ΠΡΟ ΤΗΣ ΘΝΙΚΗΣ bbox=[553, 1754, 761, 1779]
store-text: ὑφασμάτων τοῦ Μουντάφη τῆς Καβάλλας κ. κ. ΘΕΟΔ. ΚΟΝΤΟΜΙΣΟΠΟΥΛΟΥ, εὑρίσκουν καὶ πωλοῦνται εἰς τιμὰς ἀσυναγωνίστους συναγωνισμοῦ: bbox=[546, 1922, 768, 2001]
calendar-saint: Ναούμ τοῦ προφήτου bbox=[66, 170, 206, 185]
revolvers-subtitle: ΠΕΡΙΣΤΡΟΦΑ ΕΠΙ ΒΟΥΛΓΑΡΩΝ bbox=[322, 1332, 722, 1356]
arrest-text: Ἐνῷ τὰ ἀστυνομικὰ ὄργανα ἀκούσαντα τοὺς πυροβολισμοὺς ἔσπευσαν ἐπὶ τόπου καὶ μετέβη ἐπιτεινόμενα νὰ συλλάβουν τὸν δολοφόνον ἔλαμβανον τὰς καταθέσεις τοῦ θύματος, ὁ δολοφόνος ἔτρεχε διὰ τῶν ἀγρῶν καὶ κατέληξε παρὰ τὴν θέσιν Κερὶμ ἐφένδη παρὰ τὴν μεγάλην ὁδὸν τῶν Πύργων συνεργάσει ἄμαξαν μετὰ μεγάλης ψυχραιμίας ὅπως ἐπιβῇ αὐτῆς. Τηλεφωνικῶς ὅμως εἰδοποιηθέντες οἱ ἀστυνομικοὶ πράκτορες τοῦ τμήματος τῆς Ἁγίας Τριάδος κατώρθωσαν νὰ συλλάβουν αὐτὸν τὴν στιγμήν, καθ' ἣν συνεφώνει μετὰ τοῦ ἁμαξηλάτου. bbox=[1290, 421, 1592, 666]
revolvers-text-b: ὅτι κατεδιώχθη ἕτερος ὅστις ἐτράπη εἰς φυγὴν καὶ ὅστις «ἀποτέθεια ὅτι κ.τ.λ...» εἶνε ἀνακριβεστάτη. Ἐπισήμως μᾶς ἀνεκοινώθη ὅτι ἁπλῶς συνελήφθη εἰς ἐπιβάτης ἐπὶ τῇ ὑπονοίᾳ ὅτι ἔφερε ξένον νομισματα, ἀλλ' ἀπελύθη — καὶ πλέον οὐ. bbox=[527, 1378, 768, 1534]
suspect-title: ΝΕΑ ΣΥΛΛΗΨΙΣ ΥΠΟΠΤΟΥ bbox=[574, 346, 740, 362]
divider bbox=[782, 1819, 1176, 1820]
rally-text-b: περιχώρων συλλαλητήριον διαμαρτυρίας κατὰ τῶν δυναμιτιστικῶν ἀποπειρῶν τῆς ἐπαναστατικῆς Βουλγαρικῆς ὀργανώσεως ἐν Μακεδονίᾳ. bbox=[546, 1631, 768, 1717]
genh-title: ΤΙ ΛΕΓΕΙ Η ΓΕΝΗ ΑΣΡ bbox=[1101, 307, 1237, 323]
divider bbox=[272, 704, 770, 705]
dynamite-subtitle: ΑΙ ΑΝΑΡΧΙΚΑΙ ΑΠΟΠΕΙΡΑΙ ΕΞΑΚΟΛΟΥΘΟΥΝ bbox=[284, 101, 715, 125]
store-title: ΕΙΣ ΤΟ ΚΑΤΑΣΤΗΜΑ bbox=[568, 1898, 746, 1920]
french-title: ΓΑΛΛΙΚΗ ΒΟΥΛΗ bbox=[848, 1827, 1110, 1856]
deputies-title: ΚΑΙ ΑΛΛΟΙ ΒΟΥΛΕΥΤΑΙ ΕΙΣ ΣΤΙΠ bbox=[41, 1427, 231, 1442]
editor-name: ΓΡ. Κ. ΩΡΟΛΟΓΑΣ bbox=[43, 246, 229, 268]
news-right-column bbox=[1190, 1228, 1590, 2212]
wound-title: ΠΛΗΓΗ bbox=[1416, 263, 1466, 280]
column-rule bbox=[1183, 1224, 1184, 2212]
calendar-date: ΠΕΜΠΤΗ 1 ΔΕΚΕΜΒΡΙΟΥ bbox=[47, 155, 225, 170]
mission-text: Ἐξηκριβώθη ὑπὸ τῶν πρώτων ἀνακρίσεων, ὅτι οὗτοι ἦσαν ἀπεσταλμένοι εἰς τὸ Τουρκικὸν ἔδαφος, ὅπως ὑποκινήσουν τοὺς χωρικοὺς εἰς κινήματα κατὰ τοῦ καθεστῶτος. bbox=[776, 321, 1046, 425]
attack-text: Ἀοιπὸν χθὲς εἰς «σταματήσῃ ὁ ἐπιθεωρητὴς κ. Σωτήριος Ἰωάννου περὶ τὴν 10 ὥραν τὸ τράμ καὶ νὰ ἀνέλθῃ εἰς αὐτοῦ καὶ νὰ ζητήσῃ κ.τ.λ., μετέβαινε περὶ bbox=[1046, 960, 1280, 1046]
column-rule bbox=[1283, 62, 1284, 1212]
rally-title-2: ΕΝ ΓΕΝΙΤΣΟΙΣ bbox=[302, 2067, 508, 2093]
montenegro-subtitle-2: ΚΑΤΑ ΤΟΥ ΚΑΘΕΣΤΩΤΟΣ bbox=[949, 154, 1107, 169]
